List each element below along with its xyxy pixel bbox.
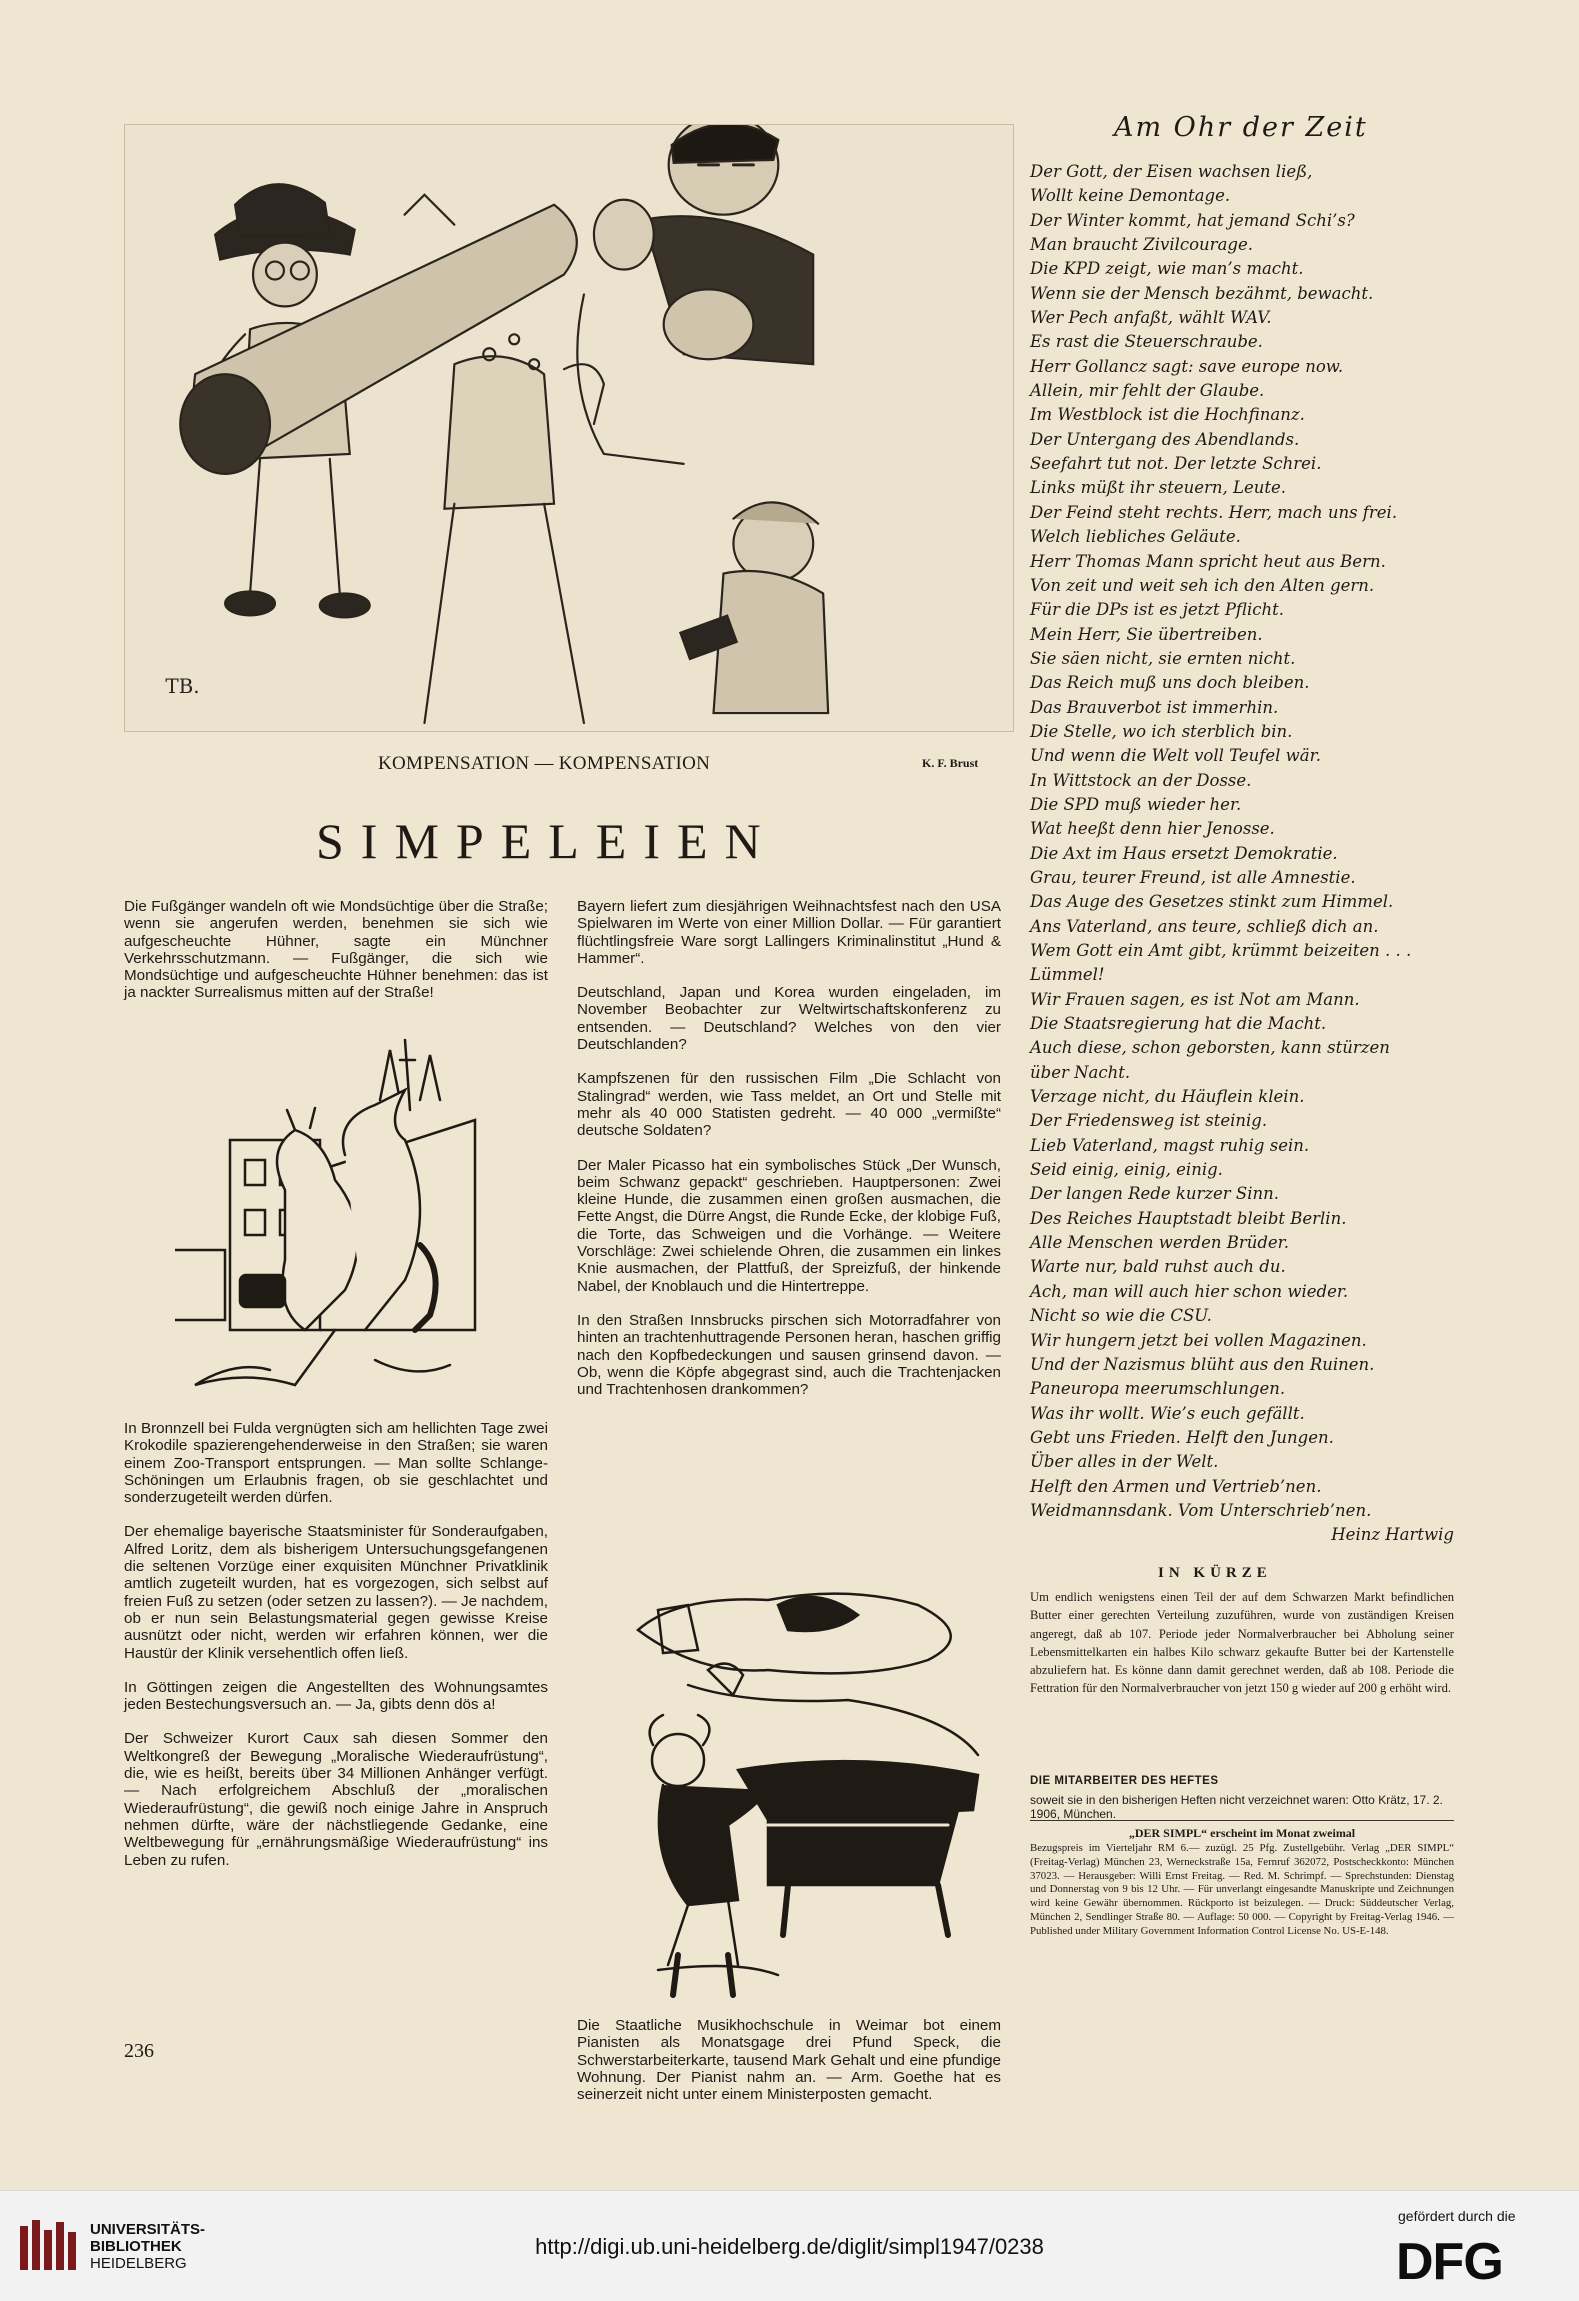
- poem-line: Der Feind steht rechts. Herr, mach uns frei.: [1030, 502, 1398, 522]
- poem-line: Mein Herr, Sie übertreiben.: [1030, 624, 1263, 644]
- page-number: 236: [124, 2040, 154, 2062]
- poem-line: Die Staatsregierung hat die Macht.: [1030, 1014, 1327, 1034]
- poem-author: Heinz Hartwig: [1331, 1525, 1454, 1545]
- poem-line: Grau, teurer Freund, ist alle Amnestie.: [1030, 867, 1356, 887]
- poem-line: Das Auge des Gesetzes stinkt zum Himmel.: [1030, 892, 1394, 912]
- sponsor-text: gefördert durch die: [1398, 2208, 1516, 2224]
- poem-line: Welch liebliches Geläute.: [1030, 527, 1241, 547]
- poem-line: Ach, man will auch hier schon wieder.: [1030, 1281, 1349, 1301]
- poem-line: Allein, mir fehlt der Glaube.: [1030, 381, 1265, 401]
- poem-line: Wat heeßt denn hier Jenosse.: [1030, 819, 1275, 839]
- poem-line: Paneuropa meerumschlungen.: [1030, 1379, 1286, 1399]
- poem-line: Des Reiches Hauptstadt bleibt Berlin.: [1030, 1208, 1347, 1228]
- poem-line: Der Untergang des Abendlands.: [1030, 429, 1300, 449]
- poem-line: Wem Gott ein Amt gibt, krümmt beizeiten . . .: [1030, 941, 1412, 960]
- paragraph-weimar: Die Staatliche Musikhochschule in Weimar bot einem Pianisten als Monatsgage drei Pfund Speck, die Schwerstarbeiterkarte, tausend Mark Gehalt und eine pfundige Wohnung. Der Pianist nahm an. — Arm. Goethe hat es seinerzeit nicht unter einem Ministerposten gemacht.: [577, 2017, 1001, 2104]
- poem-line: Die KPD zeigt, wie man’s macht.: [1030, 259, 1304, 279]
- in-kuerze-body: Um endlich wenigstens einen Teil der auf dem Schwarzen Markt befindlichen Butter einer gerechten Verteilung zuzuführen, wurde von zuständigen Kreisen angeregt, daß ab 107. Periode jeder Normalverbraucher bei Abholung seiner Lebensmittelkarten ein halbes Kilo schwarz gekaufte Butter bei der Kartenstelle abzuliefern hat. Es könne dann damit gerechnet werden, daß ab 108. Periode die Fettration für den Normalverbraucher von jetzt 150 g wieder auf 200 g erhöht wird.: [1030, 1590, 1454, 1696]
- paragraph-stalingrad: Kampfszenen für den russischen Film „Die Schlacht von Stalingrad“ werden, wie Tass meldet, an Ort und Stelle mit mehr als 40 000 Statisten gedreht. — 40 000 „vermißte“ deutsche Soldaten?: [577, 1070, 1001, 1140]
- poem-line: Nicht so wie die CSU.: [1030, 1306, 1212, 1326]
- crocodile-drawing: [175, 1030, 555, 1410]
- poem-line: Auch diese, schon geborsten, kann stürzen: [1030, 1038, 1390, 1058]
- poem-line: Seid einig, einig, einig.: [1030, 1160, 1223, 1180]
- paragraph-krokodile: In Bronnzell bei Fulda vergnügten sich am hellichten Tage zwei Krokodile spazierengehenderweise in den Straßen; sie waren einem Zoo-Transport entsprungen. — Man sollte Schlange-Schöningen um Erlaubnis fragen, ob sie geschlachtet und sonderzugeteilt werden dürfen.: [124, 1420, 548, 1507]
- poem-line: Wenn sie der Mensch bezähmt, bewacht.: [1030, 283, 1374, 303]
- poem-line: Über alles in der Welt.: [1030, 1452, 1219, 1472]
- poem-line: Von zeit und weit seh ich den Alten gern.: [1030, 575, 1375, 595]
- dfg-logo: DFG: [1396, 2233, 1503, 2291]
- digital-library-url[interactable]: http://digi.ub.uni-heidelberg.de/diglit/simpl1947/0238: [535, 2234, 1044, 2259]
- poem-line: Wollt keine Demontage.: [1030, 186, 1231, 206]
- poem-line: Es rast die Steuerschraube.: [1030, 332, 1263, 352]
- paragraph-picasso: Der Maler Picasso hat ein symbolisches Stück „Der Wunsch, beim Schwanz gepackt“ geschrieben. Hauptpersonen: Zwei kleine Hunde, die zusammen einen großen ausmachen, die Fette Angst, die Dürre Angst, die Runde Ecke, der klobige Fuß, die Torte, das Schweigen und die Vorhänge. — Weitere Vorschläge: Zwei schielende Ohren, die zusammen ein linkes Knie ausmachen, der Plattfuß, der Spreizfuß, der hinkende Nabel, der Knoblauch und die Hintertreppe.: [577, 1156, 1001, 1295]
- poem-line: Die SPD muß wieder her.: [1030, 794, 1242, 814]
- paragraph-fussgaenger: Die Fußgänger wandeln oft wie Mondsüchtige über die Straße; wenn sie angerufen werden, benehmen sie sich wie aufgescheuchte Hühner, sagte ein Münchner Verkehrsschutzmann. — Fußgänger, die sich wie Mondsüchtige und aufgescheuchte Hühner benehmen: das ist ja nackter Surrealismus mitten auf der Straße!: [124, 898, 548, 1002]
- poem-line: Wir Frauen sagen, es ist Not am Mann.: [1030, 989, 1360, 1009]
- library-name-line-3: HEIDELBERG: [90, 2255, 187, 2272]
- column-2-bottom: [577, 2017, 1001, 2120]
- impressum-heading: „DER SIMPL“ erscheint im Monat zweimal: [1128, 1826, 1356, 1840]
- poem-line: Verzage nicht, du Häuflein klein.: [1030, 1087, 1305, 1107]
- poem-line: Der Friedensweg ist steinig.: [1030, 1111, 1268, 1131]
- poem-line: Herr Thomas Mann spricht heut aus Bern.: [1030, 551, 1386, 571]
- mitarbeiter-text: soweit sie in den bisherigen Heften nicht verzeichnet waren: Otto Krätz, 17. 2. 1906, München.: [1030, 1793, 1443, 1821]
- paragraph-loritz: Der ehemalige bayerische Staatsminister für Sonderaufgaben, Alfred Loritz, dem als bisherigem Untersuchungsgefangenen die seltenen Vorzüge einer exquisiten Münchner Privatklinik amtlich zugeteilt wurden, hat es vorgezogen, sich selbst auf freien Fuß zu setzen (oder setzen zu lassen?). — Je nachdem, ob er nun sein Belastungsmaterial gegen gewisse Kreise ausnützt oder nicht, werden wir erfahren können, wer die Haustür der Klinik versehentlich offen ließ.: [124, 1523, 548, 1662]
- cartoon-caption: KOMPENSATION — KOMPENSATION: [378, 753, 711, 774]
- library-name-line-2: BIBLIOTHEK: [90, 2238, 182, 2255]
- poem-line: Der langen Rede kurzer Sinn.: [1030, 1184, 1280, 1204]
- pianist-drawing: [618, 1575, 998, 2000]
- poem-line: Lümmel!: [1030, 965, 1105, 985]
- headline-simpeleien: SIMPELEIEN: [316, 813, 778, 869]
- poem-line: Wir hungern jetzt bei vollen Magazinen.: [1030, 1330, 1367, 1350]
- impressum-divider: [1030, 1820, 1454, 1821]
- poem-line: Der Winter kommt, hat jemand Schi’s?: [1030, 210, 1355, 230]
- cartoon-signature: TB.: [165, 675, 200, 699]
- poem-line: Gebt uns Frieden. Helft den Jungen.: [1030, 1427, 1334, 1447]
- poem-line: Das Brauverbot ist immerhin.: [1030, 697, 1279, 717]
- paragraph-spielwaren: Bayern liefert zum diesjährigen Weihnachtsfest nach den USA Spielwaren im Werte von einer Million Dollar. — Für garantiert flüchtlingsfreie Ware sorgt Lallingers Kriminalinstitut „Hund & Hammer“.: [577, 898, 1001, 967]
- poem-line: Lieb Vaterland, magst ruhig sein.: [1030, 1135, 1310, 1155]
- cartoon-kompensation-drawing: [125, 125, 1013, 731]
- poem-line: Der Gott, der Eisen wachsen ließ,: [1030, 162, 1313, 181]
- library-name-line-1: UNIVERSITÄTS-: [90, 2221, 206, 2238]
- poem-line: Man braucht Zivilcourage.: [1030, 235, 1253, 255]
- paragraph-weltwirtschaft: Deutschland, Japan und Korea wurden eingeladen, im November Beobachter zur Weltwirtschaftskonferenz zu entsenden. — Deutschland? Welches von den vier Deutschlanden?: [577, 984, 1001, 1054]
- column-1-top: [124, 898, 548, 1019]
- paragraph-innsbruck: In den Straßen Innsbrucks pirschen sich Motorradfahrer von hinten an trachtenhuttragende Personen heran, haschen griffig nach den Kopfbedeckungen und sausen grinsend davon. — Ob, wenn die Köpfe abgegrast sind, auch die Trachtenjacken und Trachtenhosen drankommen?: [577, 1311, 1001, 1399]
- poem-line: über Nacht.: [1030, 1062, 1131, 1082]
- poem-line: Das Reich muß uns doch bleiben.: [1030, 673, 1310, 693]
- poem-line: Alle Menschen werden Brüder.: [1030, 1233, 1289, 1253]
- poem-line: Im Westblock ist die Hochfinanz.: [1030, 405, 1305, 425]
- poem-line: Was ihr wollt. Wie’s euch gefällt.: [1030, 1403, 1305, 1423]
- poem-line: Und der Nazismus blüht aus den Ruinen.: [1030, 1354, 1375, 1374]
- cartoon-artist: K. F. Brust: [922, 756, 979, 770]
- poem-line: In Wittstock an der Dosse.: [1030, 770, 1252, 790]
- mitarbeiter-heading: DIE MITARBEITER DES HEFTES: [1030, 1775, 1219, 1787]
- poem-line: Helft den Armen und Vertrieb’nen.: [1030, 1476, 1322, 1496]
- poem-am-ohr-der-zeit: [1030, 160, 1454, 1547]
- in-kuerze-title: IN KÜRZE: [1158, 1565, 1272, 1581]
- poem-title: Am Ohr der Zeit: [1114, 112, 1368, 143]
- cartoon-kompensation: [124, 124, 1014, 732]
- poem-line: Für die DPs ist es jetzt Pflicht.: [1030, 600, 1284, 620]
- paragraph-goettingen: In Göttingen zeigen die Angestellten des Wohnungsamtes jeden Bestechungsversuch an. — Ja, gibts denn dös a!: [124, 1678, 548, 1714]
- poem-line: Wer Pech anfaßt, wählt WAV.: [1030, 308, 1272, 328]
- column-1-bottom: [124, 1420, 548, 1886]
- poem-line: Die Axt im Haus ersetzt Demokratie.: [1030, 843, 1338, 863]
- poem-line: Die Stelle, wo ich sterblich bin.: [1030, 721, 1293, 741]
- paragraph-caux: Der Schweizer Kurort Caux sah diesen Sommer den Weltkongreß der Bewegung „Moralische Wiederaufrüstung“, die, wie es heißt, bereits über 34 Millionen Anhänger verfügt. — Nach erfolgreichem Abschluß der „moralischen Wiederaufrüstung“, die gewiß noch einige Jahre in Anspruch nehmen dürfte, wäre der nächstliegende Gedanke, eine Weltbewegung für „ernährungsmäßige Wiederaufrüstung“ ins Leben zu rufen.: [124, 1730, 548, 1869]
- poem-line: Und wenn die Welt voll Teufel wär.: [1030, 746, 1321, 766]
- poem-line: Herr Gollancz sagt: save europe now.: [1030, 356, 1344, 376]
- impressum-text: Bezugspreis im Vierteljahr RM 6.— zuzügl. 25 Pfg. Zustellgebühr. Verlag „DER SIMPL“ (Freitag-Verlag) München 23, Werneckstraße 15a, Fernruf 362072, Postscheckkonto: München 37023. — Herausgeber: Willi Ernst Freitag. — Red. M. Schrimpf. — Sprechstunden: Dienstag und Donnerstag von 9 bis 12 Uhr. — Für unverlangt eingesandte Manuskripte und Zeichnungen wird keine Gewähr übernommen. Rückporto ist beizulegen. — Druck: Süddeutscher Verlag, München 2, Sendlinger Straße 80. — Auflage: 50 000. — Copyright by Freitag-Verlag 1946. — Published under Military Government Information Control License No. US-E-148.: [1030, 1842, 1454, 1937]
- poem-line: Warte nur, bald ruhst auch du.: [1030, 1257, 1286, 1277]
- poem-line: Weidmannsdank. Vom Unterschrieb’nen.: [1030, 1500, 1372, 1520]
- poem-line: Seefahrt tut not. Der letzte Schrei.: [1030, 454, 1322, 474]
- poem-line: Sie säen nicht, sie ernten nicht.: [1030, 648, 1296, 668]
- poem-line: Ans Vaterland, ans teure, schließ dich an.: [1030, 916, 1379, 936]
- poem-line: Links müßt ihr steuern, Leute.: [1030, 478, 1287, 498]
- column-2-top: [577, 898, 1001, 1415]
